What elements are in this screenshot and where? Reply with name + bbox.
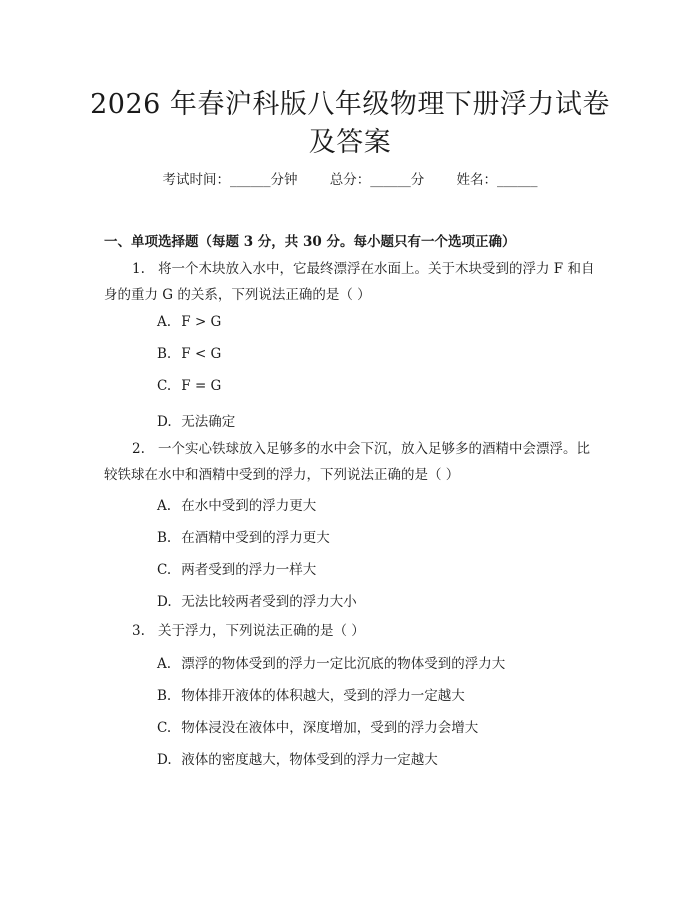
option-2a bbox=[157, 494, 316, 514]
question-number: 3. bbox=[132, 623, 145, 639]
question-number: 1. bbox=[132, 261, 145, 277]
option-3c bbox=[157, 716, 478, 736]
option-3d bbox=[157, 748, 438, 768]
option-letter: B. bbox=[157, 688, 172, 704]
option-letter: D. bbox=[157, 594, 172, 610]
option-letter: B. bbox=[157, 346, 172, 362]
question-text: 关于浮力，下列说法正确的是（ ） bbox=[158, 623, 365, 639]
option-text: 物体排开液体的体积越大，受到的浮力一定越大 bbox=[181, 688, 465, 704]
question-text: 一个实心铁球放入足够多的水中会下沉，放入足够多的酒精中会漂浮。比较铁球在水中和酒精中受到的浮力，下列说法正确的是（ ） bbox=[104, 441, 590, 483]
question-3 bbox=[104, 618, 600, 644]
option-2b bbox=[157, 526, 330, 546]
exam-time-field: 考试时间：______分钟 bbox=[162, 172, 298, 188]
option-text: 液体的密度越大，物体受到的浮力一定越大 bbox=[181, 752, 438, 768]
option-letter: B. bbox=[157, 530, 172, 546]
option-text: 物体浸没在液体中，深度增加，受到的浮力会增大 bbox=[181, 720, 479, 736]
option-text: 两者受到的浮力一样大 bbox=[181, 562, 317, 578]
option-1c bbox=[157, 378, 221, 394]
question-number: 2. bbox=[132, 441, 145, 457]
page-title: 2026 年春沪科版八年级物理下册浮力试卷及答案 bbox=[90, 89, 610, 158]
option-text: 在水中受到的浮力更大 bbox=[181, 498, 317, 514]
option-2c bbox=[157, 558, 316, 578]
exam-info-line bbox=[0, 168, 700, 188]
option-text: 无法确定 bbox=[181, 414, 236, 430]
question-2 bbox=[104, 436, 600, 488]
option-2d bbox=[157, 590, 357, 610]
question-text: 将一个木块放入水中，它最终漂浮在水面上。关于木块受到的浮力 F 和自身的重力 G 的关系，下列说法正确的是（ ） bbox=[104, 261, 595, 303]
option-text: F = G bbox=[181, 378, 222, 394]
option-3b bbox=[157, 684, 465, 704]
option-letter: D. bbox=[157, 752, 172, 768]
option-letter: A. bbox=[157, 314, 172, 330]
option-3a bbox=[157, 652, 505, 672]
option-letter: A. bbox=[157, 656, 172, 672]
option-letter: C. bbox=[157, 378, 172, 394]
section-heading: 一、单项选择题（每题 3 分，共 30 分。每小题只有一个选项正确） bbox=[104, 234, 516, 250]
question-1 bbox=[104, 256, 600, 308]
option-text: 在酒精中受到的浮力更大 bbox=[181, 530, 330, 546]
total-score-field: 总分：______分 bbox=[329, 172, 425, 188]
option-text: F < G bbox=[181, 346, 222, 362]
option-text: 无法比较两者受到的浮力大小 bbox=[181, 594, 357, 610]
option-1a bbox=[157, 314, 221, 330]
option-1b bbox=[157, 346, 221, 362]
name-field: 姓名：______ bbox=[456, 172, 538, 188]
option-text: F > G bbox=[181, 314, 222, 330]
option-letter: C. bbox=[157, 720, 172, 736]
option-1d bbox=[157, 410, 235, 430]
option-letter: D. bbox=[157, 414, 172, 430]
option-letter: C. bbox=[157, 562, 172, 578]
option-letter: A. bbox=[157, 498, 172, 514]
option-text: 漂浮的物体受到的浮力一定比沉底的物体受到的浮力大 bbox=[181, 656, 506, 672]
